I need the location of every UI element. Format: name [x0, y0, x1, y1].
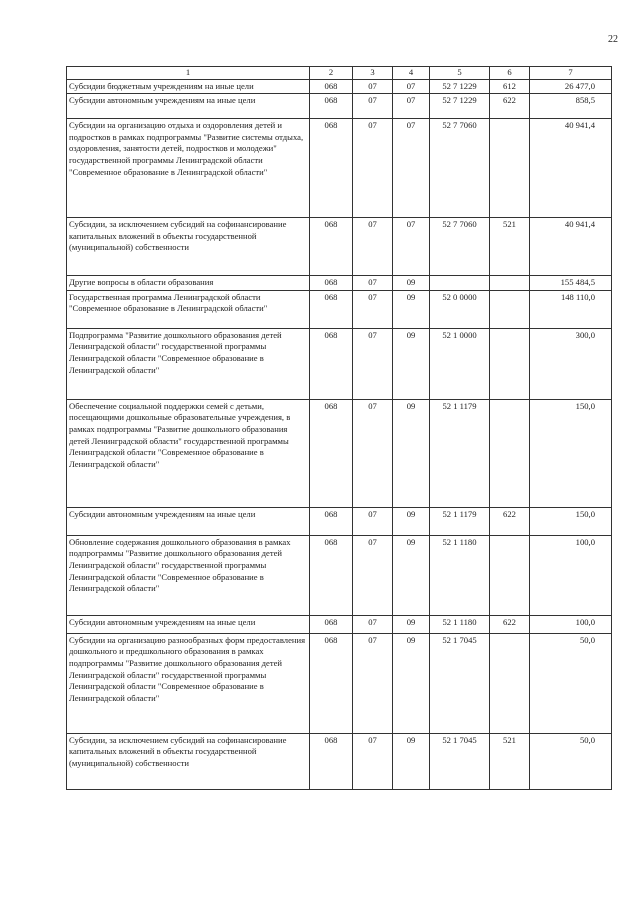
- cell-amount: 148 110,0: [530, 290, 612, 328]
- cell-subsection: 09: [393, 535, 430, 615]
- cell-subsection: 09: [393, 615, 430, 633]
- table-row: [67, 290, 612, 328]
- table-row: [67, 733, 612, 789]
- row-name: Другие вопросы в области образования: [67, 276, 310, 291]
- cell-target-article: [430, 276, 490, 291]
- cell-amount: 100,0: [530, 535, 612, 615]
- row-name: Обновление содержания дошкольного образования в рамках подпрограммы "Развитие дошкольного образования детей Ленинградской области" государственной программы Ленинградской области "Современное образование в Ленинградской области": [67, 535, 310, 615]
- header-col-4: 4: [393, 67, 430, 80]
- row-name: Обеспечение социальной поддержки семей с детьми, посещающими дошкольные образовательные учреждения, в рамках подпрограммы "Развитие дошкольного образования детей Ленинградской области" государственной программы Ленинградской области "Современное образование в Ленинградской области": [67, 399, 310, 507]
- cell-subsection: 07: [393, 94, 430, 119]
- cell-ministry: 068: [310, 79, 353, 94]
- cell-amount: 150,0: [530, 507, 612, 535]
- cell-section: 07: [353, 328, 393, 399]
- cell-expense-type: [490, 119, 530, 218]
- row-name: Субсидии автономным учреждениям на иные цели: [67, 94, 310, 119]
- header-col-5: 5: [430, 67, 490, 80]
- row-name: Субсидии, за исключением субсидий на софинансирование капитальных вложений в объекты государственной (муниципальной) собственности: [67, 218, 310, 276]
- row-name: Субсидии автономным учреждениям на иные цели: [67, 615, 310, 633]
- cell-expense-type: [490, 276, 530, 291]
- cell-subsection: 09: [393, 399, 430, 507]
- cell-expense-type: 612: [490, 79, 530, 94]
- cell-expense-type: [490, 399, 530, 507]
- cell-ministry: 068: [310, 535, 353, 615]
- cell-ministry: 068: [310, 94, 353, 119]
- cell-amount: 100,0: [530, 615, 612, 633]
- row-name: Государственная программа Ленинградской области "Современное образование в Ленинградской области": [67, 290, 310, 328]
- header-col-7: 7: [530, 67, 612, 80]
- row-name: Субсидии бюджетным учреждениям на иные цели: [67, 79, 310, 94]
- table-row: [67, 94, 612, 119]
- row-name: Субсидии на организацию разнообразных форм предоставления дошкольного и предшкольного образования в рамках подпрограммы "Развитие дошкольного образования детей Ленинградской области" государственной программы Ленинградской области "Современное образование в Ленинградской области": [67, 633, 310, 733]
- cell-expense-type: 622: [490, 615, 530, 633]
- cell-section: 07: [353, 733, 393, 789]
- cell-subsection: 09: [393, 328, 430, 399]
- cell-amount: 40 941,4: [530, 218, 612, 276]
- cell-expense-type: 521: [490, 218, 530, 276]
- cell-expense-type: [490, 328, 530, 399]
- row-name: Субсидии автономным учреждениям на иные цели: [67, 507, 310, 535]
- cell-amount: 50,0: [530, 633, 612, 733]
- cell-subsection: 09: [393, 633, 430, 733]
- cell-section: 07: [353, 119, 393, 218]
- cell-amount: 26 477,0: [530, 79, 612, 94]
- cell-amount: 150,0: [530, 399, 612, 507]
- cell-ministry: 068: [310, 276, 353, 291]
- cell-amount: 50,0: [530, 733, 612, 789]
- cell-ministry: 068: [310, 119, 353, 218]
- cell-target-article: 52 1 7045: [430, 633, 490, 733]
- row-name: Субсидии, за исключением субсидий на софинансирование капитальных вложений в объекты государственной (муниципальной) собственности: [67, 733, 310, 789]
- cell-target-article: 52 1 0000: [430, 328, 490, 399]
- cell-subsection: 09: [393, 507, 430, 535]
- cell-target-article: 52 7 1229: [430, 79, 490, 94]
- cell-target-article: 52 1 7045: [430, 733, 490, 789]
- table-row: [67, 276, 612, 291]
- cell-ministry: 068: [310, 218, 353, 276]
- cell-section: 07: [353, 79, 393, 94]
- page-number: 22: [608, 34, 618, 45]
- cell-ministry: 068: [310, 615, 353, 633]
- header-col-3: 3: [353, 67, 393, 80]
- cell-expense-type: 622: [490, 507, 530, 535]
- cell-section: 07: [353, 94, 393, 119]
- cell-expense-type: [490, 535, 530, 615]
- cell-subsection: 09: [393, 733, 430, 789]
- cell-ministry: 068: [310, 328, 353, 399]
- cell-target-article: 52 7 7060: [430, 218, 490, 276]
- row-name: Субсидии на организацию отдыха и оздоровления детей и подростков в рамках подпрограммы "Развитие системы отдыха, оздоровления, занятости детей, подростков и молодежи" государственной программы Ленинградской области "Современное образование в Ленинградской области": [67, 119, 310, 218]
- table-row: [67, 119, 612, 218]
- cell-section: 07: [353, 535, 393, 615]
- header-col-6: 6: [490, 67, 530, 80]
- cell-ministry: 068: [310, 733, 353, 789]
- cell-target-article: 52 7 7060: [430, 119, 490, 218]
- cell-amount: 300,0: [530, 328, 612, 399]
- cell-target-article: 52 1 1180: [430, 615, 490, 633]
- cell-section: 07: [353, 276, 393, 291]
- header-col-1: 1: [67, 67, 310, 80]
- cell-target-article: 52 0 0000: [430, 290, 490, 328]
- row-name: Подпрограмма "Развитие дошкольного образования детей Ленинградской области" государственной программы Ленинградской области "Современное образование в Ленинградской области": [67, 328, 310, 399]
- cell-subsection: 07: [393, 79, 430, 94]
- cell-section: 07: [353, 633, 393, 733]
- cell-expense-type: [490, 290, 530, 328]
- table-row: [67, 535, 612, 615]
- cell-subsection: 07: [393, 218, 430, 276]
- cell-target-article: 52 7 1229: [430, 94, 490, 119]
- cell-section: 07: [353, 615, 393, 633]
- cell-target-article: 52 1 1179: [430, 507, 490, 535]
- cell-amount: 858,5: [530, 94, 612, 119]
- cell-section: 07: [353, 399, 393, 507]
- cell-section: 07: [353, 290, 393, 328]
- cell-ministry: 068: [310, 633, 353, 733]
- cell-ministry: 068: [310, 507, 353, 535]
- table-row: [67, 633, 612, 733]
- cell-subsection: 07: [393, 119, 430, 218]
- table-row: [67, 218, 612, 276]
- header-row: [67, 67, 612, 80]
- table-row: [67, 615, 612, 633]
- table-row: [67, 507, 612, 535]
- cell-target-article: 52 1 1179: [430, 399, 490, 507]
- cell-ministry: 068: [310, 290, 353, 328]
- cell-subsection: 09: [393, 276, 430, 291]
- cell-amount: 40 941,4: [530, 119, 612, 218]
- table-row: [67, 79, 612, 94]
- cell-expense-type: 622: [490, 94, 530, 119]
- cell-ministry: 068: [310, 399, 353, 507]
- table-row: [67, 328, 612, 399]
- cell-subsection: 09: [393, 290, 430, 328]
- cell-section: 07: [353, 218, 393, 276]
- table-row: [67, 399, 612, 507]
- cell-target-article: 52 1 1180: [430, 535, 490, 615]
- cell-section: 07: [353, 507, 393, 535]
- cell-expense-type: 521: [490, 733, 530, 789]
- cell-expense-type: [490, 633, 530, 733]
- budget-table: [66, 66, 612, 790]
- cell-amount: 155 484,5: [530, 276, 612, 291]
- header-col-2: 2: [310, 67, 353, 80]
